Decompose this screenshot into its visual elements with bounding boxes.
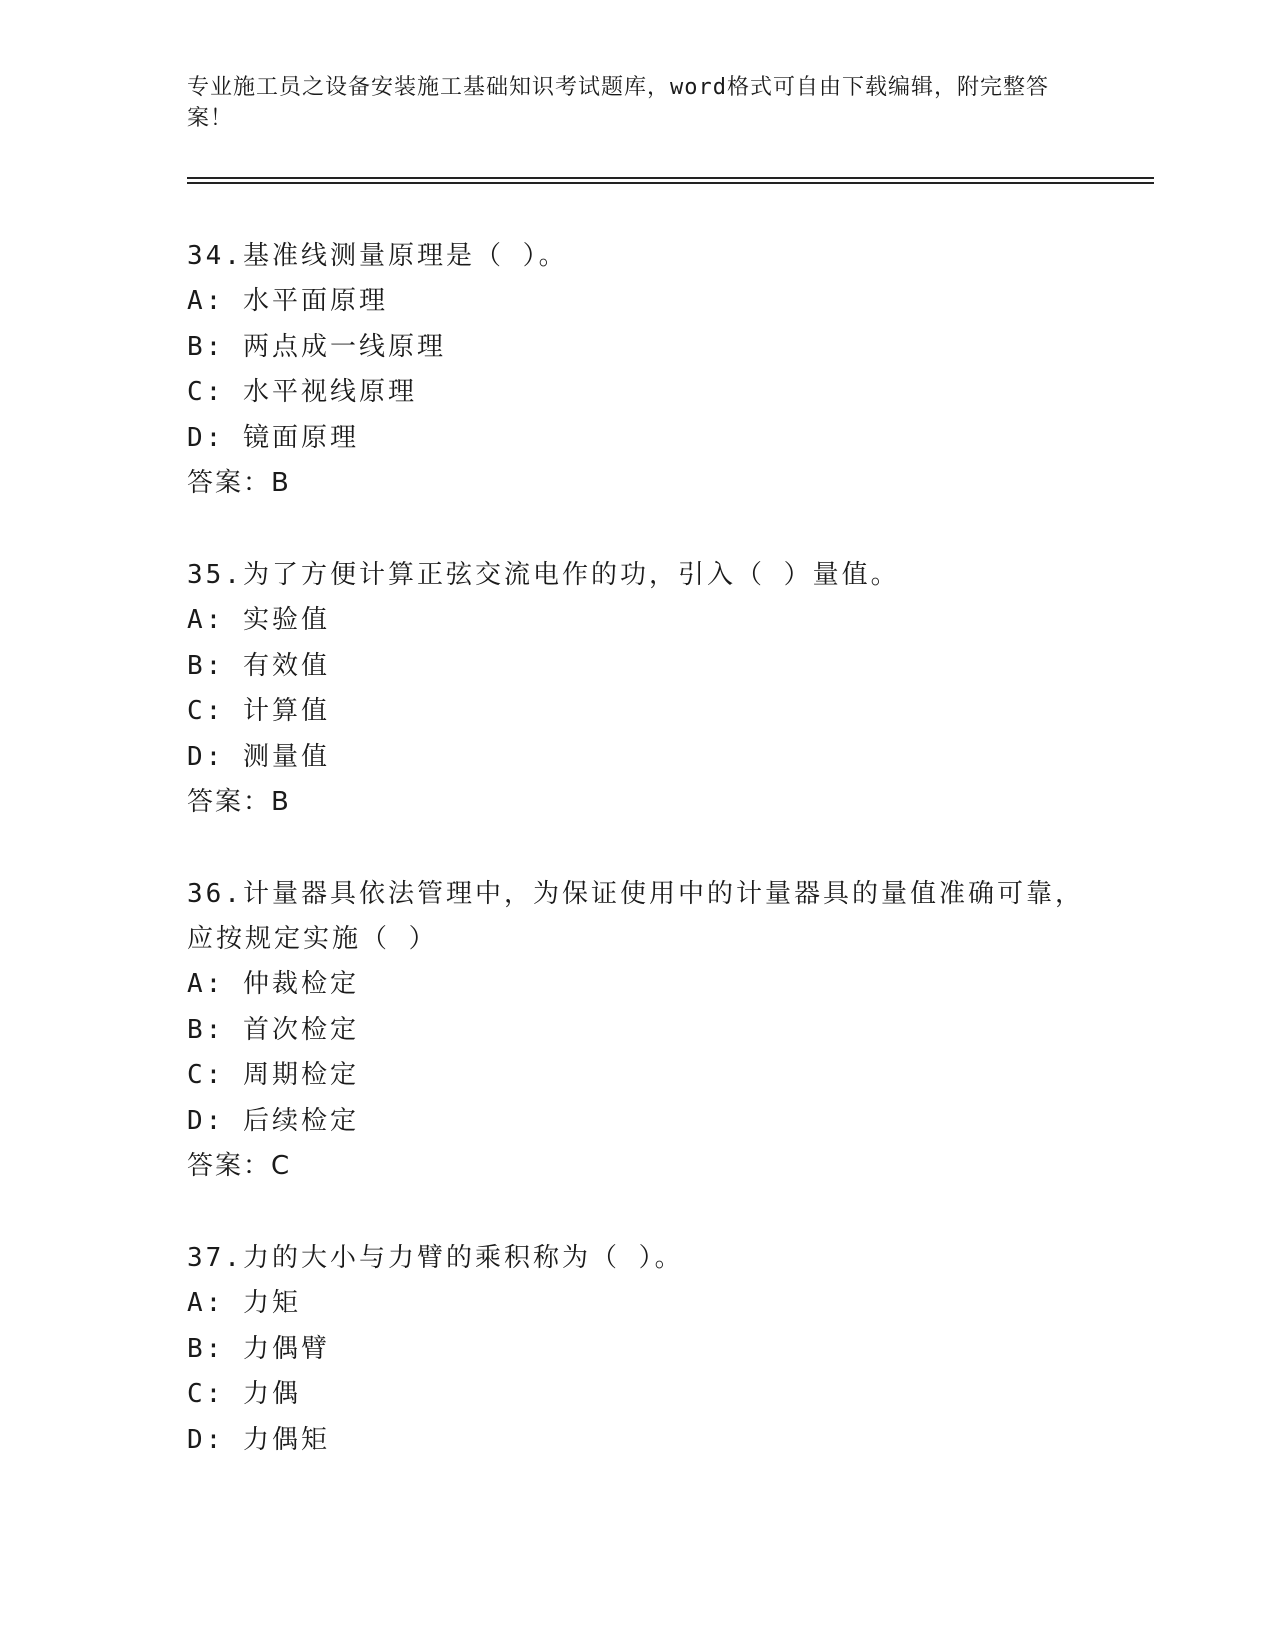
answer: 答案：B [187, 787, 291, 817]
option-b: B: 两点成一线原理 [187, 331, 446, 362]
option-a: A: 仲裁检定 [187, 969, 359, 999]
option-b: B: 力偶臂 [187, 1333, 330, 1364]
answer: 答案：B [187, 468, 291, 498]
document-header: 专业施工员之设备安装施工基础知识考试题库，word格式可自由下载编辑，附完整答案！ [187, 75, 1049, 131]
question-stem: 34.基准线测量原理是（ ）。 [187, 241, 568, 271]
option-d: D: 后续检定 [187, 1105, 359, 1136]
question-34 [187, 234, 1087, 506]
option-c: C: 水平视线原理 [187, 377, 417, 407]
answer: 答案：C [187, 1151, 292, 1181]
option-d: D: 力偶矩 [187, 1424, 330, 1455]
option-b: B: 首次检定 [187, 1014, 359, 1045]
question-36 [187, 872, 1087, 1189]
question-37 [187, 1236, 1087, 1463]
option-d: D: 镜面原理 [187, 422, 359, 453]
header-divider-bottom [187, 182, 1154, 184]
option-c: C: 力偶 [187, 1379, 301, 1409]
question-stem: 37.力的大小与力臂的乘积称为（ ）。 [187, 1243, 684, 1273]
header-divider-top [187, 177, 1154, 179]
option-a: A: 实验值 [187, 605, 330, 635]
option-b: B: 有效值 [187, 650, 330, 681]
option-c: C: 周期检定 [187, 1060, 359, 1090]
question-stem: 36.计量器具依法管理中，为保证使用中的计量器具的量值准确可靠，应按规定实施（ ） [187, 879, 1084, 954]
option-a: A: 水平面原理 [187, 286, 388, 316]
question-stem: 35.为了方便计算正弦交流电作的功，引入（ ）量值。 [187, 560, 900, 590]
question-35 [187, 553, 1087, 825]
option-c: C: 计算值 [187, 696, 330, 726]
option-d: D: 测量值 [187, 741, 330, 772]
option-a: A: 力矩 [187, 1288, 301, 1318]
